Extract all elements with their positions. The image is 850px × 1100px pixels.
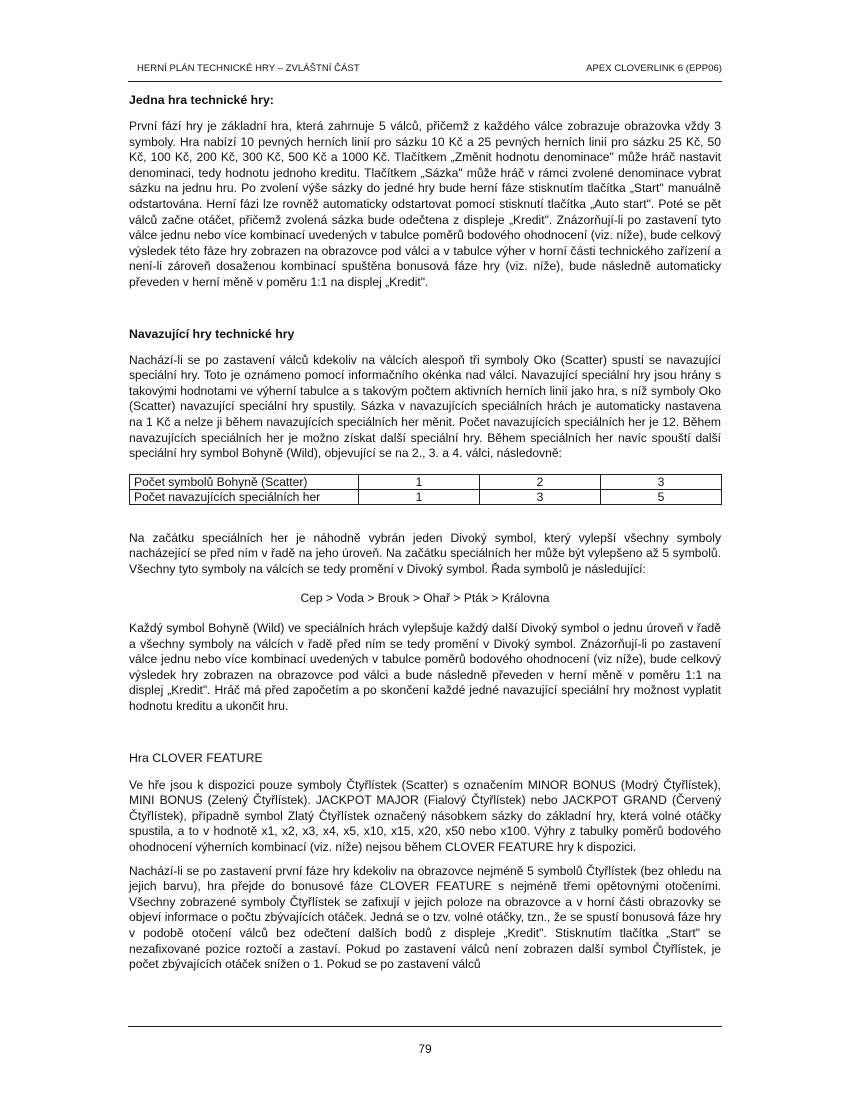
section-clover-feature [129,751,721,973]
section-single-game [129,93,721,291]
table-cell: 1 [359,489,480,504]
paragraph: Na začátku speciálních her je náhodně vybrán jeden Divoký symbol, který vylepší všechny symboly nacházející se před ním v řadě na jeho úroveň. Na začátku speciálních her může být vylepšeno až 5 symbolů. Všechny tyto symboly na válcích se tedy promění v Divoký symbol. Řada symbolů je následující: [129,530,721,576]
header-left-title: HERNÍ PLÁN TECHNICKÉ HRY – ZVLÁŠTNÍ ČÁST [137,63,360,74]
section-title: Hra CLOVER FEATURE [129,750,263,765]
table-row-label: Počet symbolů Bohyně (Scatter) [130,474,359,489]
section-title: Navazující hry technické hry [129,326,295,341]
header-right-title: APEX CLOVERLINK 6 (EPP06) [586,63,722,74]
paragraph: Každý symbol Bohyně (Wild) ve speciálních hrách vylepšuje každý další Divoký symbol o jednu úroveň v řadě a všechny symboly na válcích v řadě před ním se tedy promění v Divoký symbol. Znázorňují-li po zastavení válce jednu nebo více kombinací uvedených v tabulce poměrů bodového ohodnocení (viz níže), bude celkový výsledek hry zobrazen na obrazovce pod válci a bude následně převeden v herní měně v poměru 1:1 na displej „Kredit". Hráč má před započetím a po skončení každé jedné navazující speciální hry možnost vyplatit hodnotu kreditu a ukončit hru. [129,621,721,714]
header-rule [128,81,722,82]
paragraph: Nachází-li se po zastavení válců kdekoliv na válcích alespoň tři symboly Oko (Scatter) spustí se navazující speciální hry. Toto je oznámeno pomocí informačního okénka nad válci. Navazující speciální hry jsou hrány s takovými hodnotami ve výherní tabulce a s takovým počtem aktivních herních linií jako hra, s níž symboly Oko (Scatter) navazující speciální hry spustily. Sázka v navazujících speciálních hrách je automaticky nastavena na 1 Kč a nelze ji během navazujících speciálních her měnit. Počet navazujících speciálních her je 12. Během navazujících speciálních her je možno získat další speciální hry. Během speciálních her navíc spouští další speciální hry symbol Bohyně (Wild), objevující se na 2., 3. a 4. válci, následovně: [129,352,721,461]
footer-rule [128,1026,722,1027]
page-content [129,93,721,973]
table-cell: 5 [601,489,722,504]
bonus-games-table [129,474,722,505]
paragraph: Ve hře jsou k dispozici pouze symboly Čtyřlístek (Scatter) s označením MINOR BONUS (Modrý Čtyřlístek), MINI BONUS (Zelený Čtyřlístek). JACKPOT MAJOR (Fialový Čtyřlístek) nebo JACKPOT GRAND (Červený Čtyřlístek), případně symbol Zlatý Čtyřlístek označený násobkem sázky do základní hry, která volné otáčky spustila, a to v hodnotě x1, x2, x3, x4, x5, x10, x15, x20, x50 nebo x100. Výhry z tabulky poměrů bodového ohodnocení výherních kombinací (viz. níže) nejsou během CLOVER FEATURE hry k dispozici. [129,777,721,854]
section-follow-up-games [129,327,721,715]
running-header [137,63,722,74]
table-cell: 1 [359,474,480,489]
table-row-label: Počet navazujících speciálních her [130,489,359,504]
paragraph: První fází hry je základní hra, která zahrnuje 5 válců, přičemž z každého válce zobrazuje obrazovka vždy 3 symboly. Hra nabízí 10 pevných herních linií pro sázku 10 Kč a 25 pevných herních linií pro sázku 25 Kč, 50 Kč, 100 Kč, 200 Kč, 300 Kč, 500 Kč a 1000 Kč. Tlačítkem „Změnit hodnotu denominace" může hráč nastavit denominaci, tedy hodnotu jednoho kreditu. Tlačítkem „Sázka" může hráč v rámci zvolené denominace vybrat sázku na jednu hru. Po zvolení výše sázky do jedné hry bude herní fáze stisknutím tlačítka „Start" manuálně odstartována. Herní fázi lze rovněž automaticky odstartovat pomocí stisknutí tlačítka „Auto start". Poté se pět válců začne otáčet, přičemž zvolená sázka bude odečtena z displeje „Kredit". Znázorňují-li po zastavení tyto válce jednu nebo více kombinací uvedených v tabulce poměrů bodového ohodnocení (viz. níže), bude celkový výsledek této fáze hry zobrazen na obrazovce pod válci a v tabulce výher v horní části technického zařízení a není-li zároveň dosaženou kombinací spuštěna bonusová fáze hry (viz. níže), bude následně automaticky převeden v herní měně v poměru 1:1 na displej „Kredit". [129,119,721,289]
table-cell: 3 [601,474,722,489]
page-number: 79 [418,1042,432,1056]
table-cell: 2 [480,474,601,489]
table-row [130,489,722,504]
table-row [130,474,722,489]
section-title: Jedna hra technické hry: [129,93,274,107]
paragraph: Nachází-li se po zastavení první fáze hry kdekoliv na obrazovce nejméně 5 symbolů Čtyřlístek (bez ohledu na jejich barvu), hra přejde do bonusové fáze CLOVER FEATURE s nejméně třemi opětovnými otočeními. Všechny zobrazené symboly Čtyřlístek se zafixují v jejich poloze na obrazovce a v horní části obrazovky se objeví informace o počtu zbývajících otáček. Jedná se o tzv. volné otáčky, tzn., že se spustí bonusová fáze hry v podobě otočení válců bez odečtení dalších bodů z displeje „Kredit". Stisknutím tlačítka „Start" se nezafixované pozice roztočí a zastaví. Pokud po zastavení válců není zobrazen další symbol Čtyřlístek, je počet zbývajících otáček snížen o 1. Pokud se po zastavení válců [129,863,721,972]
table-cell: 3 [480,489,601,504]
symbol-chain: Cep > Voda > Brouk > Ohař > Pták > Královna [300,591,550,606]
